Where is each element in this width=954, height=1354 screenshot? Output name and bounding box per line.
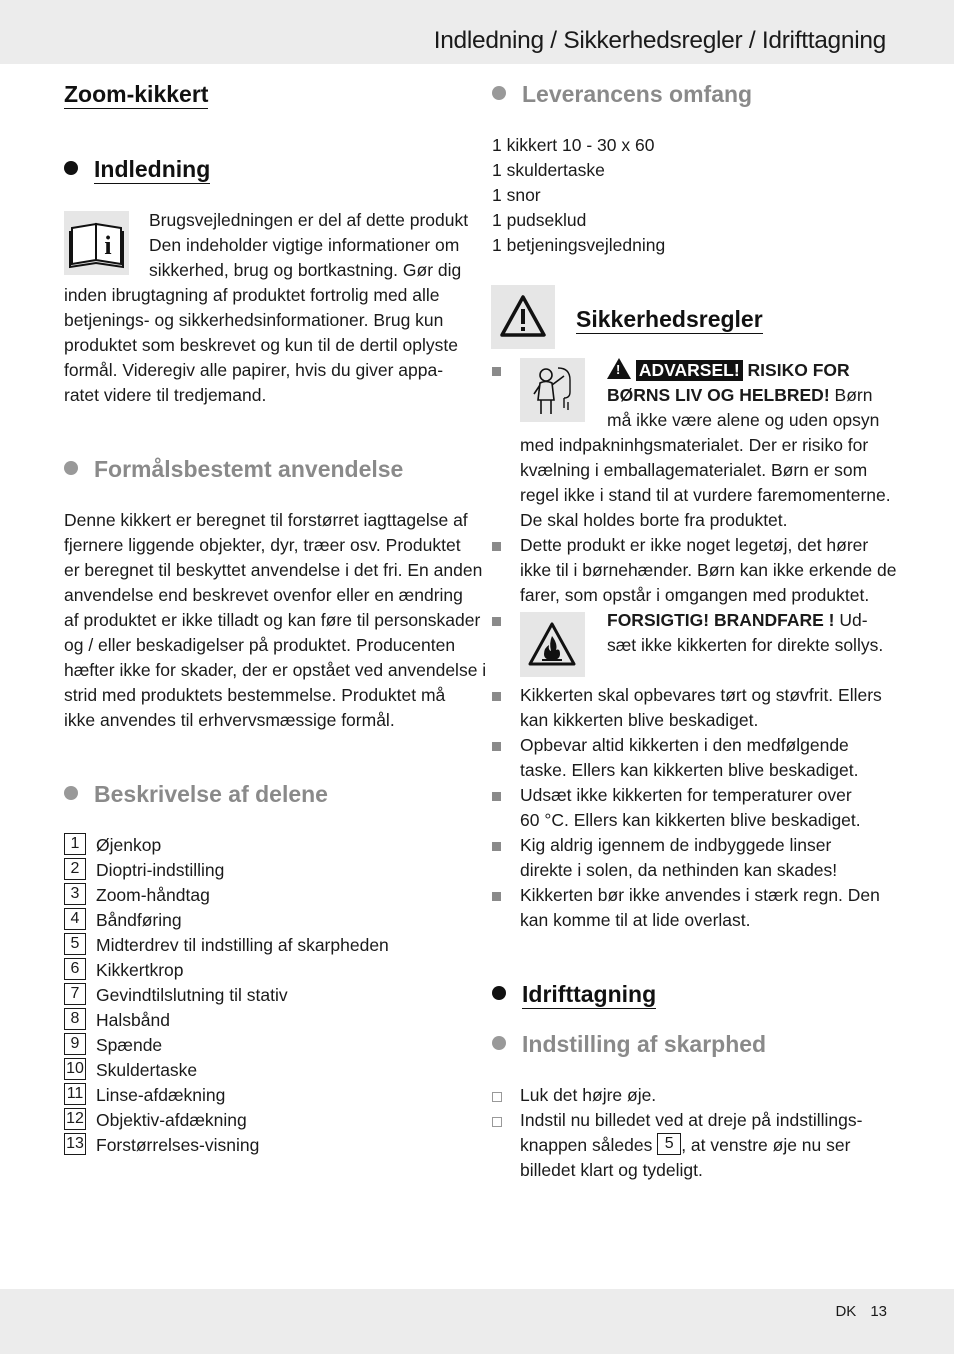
step-checkbox	[492, 1092, 502, 1102]
list-item: 11 Linse-afdækning	[64, 1083, 225, 1105]
focus-step-1: Luk det højre øje.	[520, 1085, 657, 1105]
list-item: 8 Halsbånd	[64, 1008, 170, 1030]
intro-heading: Indledning	[64, 154, 210, 184]
purpose-text: Denne kikkert er beregnet til forstørret iagttagelse af fjernere liggende objekter, dyr, træer osv. Produktet er beregnet til beskyttet anvendelse i det fri. En anden anvendelse end beskrevet ovenfor eller en ændring af produktet er ikke tilladt og kan føre til personskader og / eller beskadigelser på produktet. Producenten hæfter ikke for skader, der er opstået ved anvendelse i strid med produktets bestemmelse. Produktet må ikke anvendes til erhvervsmæssige formål.	[64, 510, 487, 730]
operation-heading: Idrifttagning	[492, 979, 656, 1009]
list-item: 12 Objektiv-afdækning	[64, 1108, 247, 1130]
bullet-dot	[492, 986, 506, 1000]
step-checkbox	[492, 1117, 502, 1127]
page-footer	[0, 1289, 954, 1354]
bullet-dot	[64, 161, 78, 175]
list-item: 13 Forstørrelses-visning	[64, 1133, 259, 1155]
list-item: 7 Gevindtilslutning til stativ	[64, 983, 288, 1005]
bullet-square	[492, 367, 501, 376]
bullet-square	[492, 542, 501, 551]
list-item: Udsæt ikke kikkerten for temperaturer over 60 °C. Ellers kan kikkerten blive beskadiget.	[520, 785, 861, 830]
bullet-dot	[492, 1036, 506, 1050]
list-item: 10 Skuldertaske	[64, 1058, 197, 1080]
bullet-square	[492, 617, 501, 626]
bullet-dot	[492, 86, 506, 100]
warning-text-top: ! ADVARSEL! RISIKO FOR BØRNS LIV OG HELBRED! Børn må ikke være alene og uden opsyn	[607, 358, 879, 433]
bullet-square	[492, 692, 501, 701]
safety-heading: Sikkerhedsregler	[576, 306, 763, 332]
warning-icon	[491, 285, 555, 349]
focus-step-2: Indstil nu billedet ved at dreje på indstillings- knappen således 5 , at venstre øje nu ser billedet klart og tydeligt.	[520, 1110, 863, 1180]
intro-text: inden ibrugtagning af produktet fortrolig med alle betjenings- og sikkerhedsinformationer. Brug kun produktet som beskrevet og kun til de dertil oplyste formål. Videregiv alle papirer, hvis du giver appa- ratet videre til tredjemand.	[64, 285, 458, 405]
parts-heading: Beskrivelse af delene	[64, 779, 328, 809]
toy-warning-text: Dette produkt er ikke noget legetøj, det hører ikke til i børnehænder. Børn kan ikke erkende de farer, som opstår i omgangen med produktet.	[520, 535, 897, 605]
warning-text: med indpakninhgsmaterialet. Der er risiko for kvælning i emballagematerialet. Børn er som regel ikke i stand til at vurdere faremomenterne. De skal holdes borte fra produktet.	[520, 435, 891, 530]
product-title: Zoom-kikkert	[64, 81, 209, 107]
list-item: 6 Kikkertkrop	[64, 958, 184, 980]
bullet-square	[492, 892, 501, 901]
list-item: Kikkerten skal opbevares tørt og støvfrit. Ellers kan kikkerten blive beskadiget.	[520, 685, 882, 730]
list-item: Kikkerten bør ikke anvendes i stærk regn. Den kan komme til at lide overlast.	[520, 885, 880, 930]
list-item: 5 Midterdrev til indstilling af skarpheden	[64, 933, 389, 955]
header-title: Indledning / Sikkerhedsregler / Idrifttagning	[433, 27, 886, 54]
bullet-square	[492, 842, 501, 851]
list-item: Opbevar altid kikkerten i den medfølgende taske. Ellers kan kikkerten blive beskadiget.	[520, 735, 859, 780]
footer-page: 13	[870, 1303, 887, 1320]
fire-warning-text: FORSIGTIG! BRANDFARE ! Ud- sæt ikke kikkerten for direkte sollys.	[607, 610, 884, 655]
child-warning-icon	[520, 358, 585, 422]
svg-text:i: i	[104, 231, 112, 260]
list-item: 1 Øjenkop	[64, 833, 161, 855]
list-item: 9 Spænde	[64, 1033, 162, 1055]
bullet-square	[492, 792, 501, 801]
focus-heading: Indstilling af skarphed	[492, 1029, 766, 1059]
delivery-heading: Leverancens omfang	[492, 79, 752, 109]
list-item: 4 Båndføring	[64, 908, 182, 930]
bullet-dot	[64, 786, 78, 800]
list-item: 2 Dioptri-indstilling	[64, 858, 224, 880]
part-ref-box: 5	[657, 1133, 681, 1155]
list-item: Kig aldrig igennem de indbyggede linser direkte i solen, da nethinden kan skades!	[520, 835, 838, 880]
delivery-list: 1 kikkert 10 - 30 x 60 1 skuldertaske 1 snor 1 pudseklud 1 betjeningsvejledning	[492, 135, 666, 255]
footer-lang: DK	[835, 1303, 857, 1320]
info-book-icon	[64, 211, 129, 275]
list-item: 3 Zoom-håndtag	[64, 883, 210, 905]
intro-text-top: Brugsvejledningen er del af dette produkt Den indeholder vigtige informationer om sikkerhed, brug og bortkastning. Gør dig	[149, 210, 469, 280]
footer-pagenum	[821, 1299, 887, 1324]
warning-triangle-icon	[607, 358, 631, 379]
purpose-heading: Formålsbestemt anvendelse	[64, 454, 403, 484]
warning-tag: ADVARSEL!	[636, 360, 743, 381]
fire-warning-icon	[520, 612, 585, 677]
bullet-square	[492, 742, 501, 751]
page-header	[0, 0, 954, 64]
bullet-dot	[64, 461, 78, 475]
